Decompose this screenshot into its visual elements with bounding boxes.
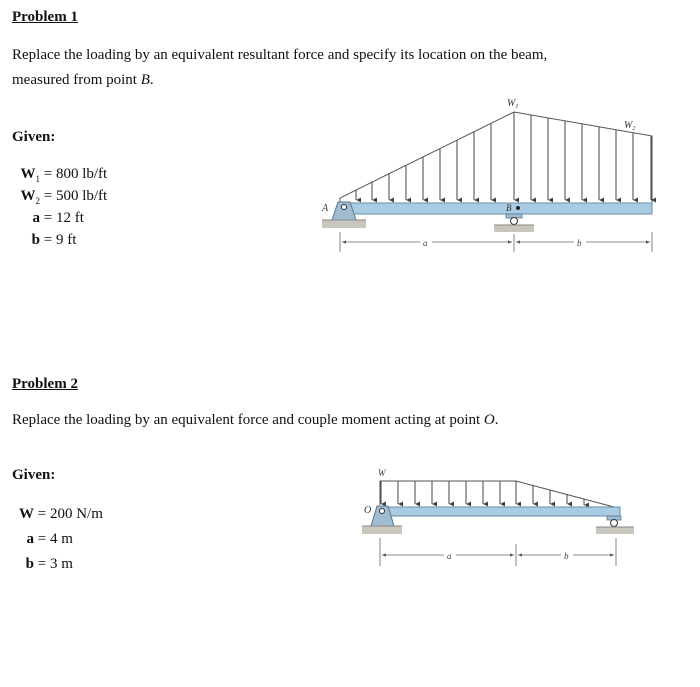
given-symbol: a (32, 210, 40, 226)
given-symbol: a (26, 531, 34, 547)
given-symbol: b (25, 556, 34, 572)
given-a: a = 12 ft (12, 207, 107, 229)
problem1-given-title: Given: (12, 129, 56, 145)
given-b: b = 3 m (12, 552, 103, 577)
roller (611, 520, 618, 527)
given-w: W = 200 N/m (12, 502, 103, 527)
given-symbol: b (31, 232, 40, 248)
statement-text: . (494, 412, 499, 428)
symbol-subscript: 1 (35, 174, 40, 184)
problem1-heading: Problem 1 (12, 9, 78, 25)
dim-label-b: b (564, 551, 569, 561)
label-text: W (507, 98, 516, 109)
label-w1 (507, 98, 518, 110)
symbol-subscript: 2 (35, 196, 40, 206)
point-b-dot (516, 206, 520, 210)
point-label: O (483, 412, 495, 428)
given-value: 9 ft (55, 232, 77, 248)
dim-label-b: b (577, 238, 582, 248)
label-subscript: 2 (632, 126, 636, 132)
problem2-statement (12, 408, 652, 433)
ground (362, 526, 402, 534)
load-arrows (381, 481, 584, 505)
given-w1: $W_1 = 800$ lb/ft (12, 163, 107, 185)
label-subscript: 1 (515, 104, 519, 110)
given-value: 3 m (49, 556, 73, 572)
load-outline (340, 112, 652, 205)
label-b-point: B (506, 203, 512, 213)
roller (511, 218, 518, 225)
dimension-lines (340, 232, 652, 252)
label-a-point: A (322, 203, 329, 214)
statement-text: measured from point (12, 72, 141, 88)
given-value: 200 N/m (49, 506, 103, 522)
dim-label-a: a (447, 551, 452, 561)
given-b: b = 9 ft (12, 229, 107, 251)
beam (378, 507, 620, 516)
ground (494, 225, 534, 232)
pin (380, 509, 385, 514)
given-w2: $W_2 = 500$ lb/ft (12, 185, 107, 207)
pin (342, 205, 347, 210)
problem1-statement-line1: Replace the loading by an equivalent resultant force and specify its location on the beam, (12, 47, 548, 63)
problem2-beam-figure (0, 440, 700, 590)
roller-support-right (596, 516, 634, 534)
problem2-heading: Problem 2 (12, 376, 78, 392)
beam (340, 203, 652, 214)
given-value: 800 lb/ft (55, 166, 108, 182)
label-o-point: O (364, 505, 372, 516)
problem1-beam-figure (0, 0, 700, 300)
given-value: 12 ft (55, 210, 84, 226)
load-arrows (356, 112, 651, 200)
ground (596, 527, 634, 534)
given-symbol: W (19, 506, 34, 522)
given-value: 4 m (49, 531, 73, 547)
symbol-text: W (20, 188, 36, 204)
statement-text: . (149, 72, 154, 88)
dimension-lines (380, 538, 616, 566)
label-w: W (378, 468, 386, 478)
roller-support-b (494, 214, 534, 232)
problem2-given-title: Given: (12, 467, 56, 483)
dim-label-a: a (423, 238, 428, 248)
ground (322, 220, 366, 228)
label-w2 (624, 120, 635, 132)
label-text: W (624, 120, 633, 131)
statement-text: Replace the loading by an equivalent force and couple moment acting at point (12, 412, 484, 428)
given-value: 500 lb/ft (55, 188, 108, 204)
symbol-text: W (20, 166, 36, 182)
given-a: a = 4 m (12, 527, 103, 552)
point-label: B (140, 72, 150, 88)
